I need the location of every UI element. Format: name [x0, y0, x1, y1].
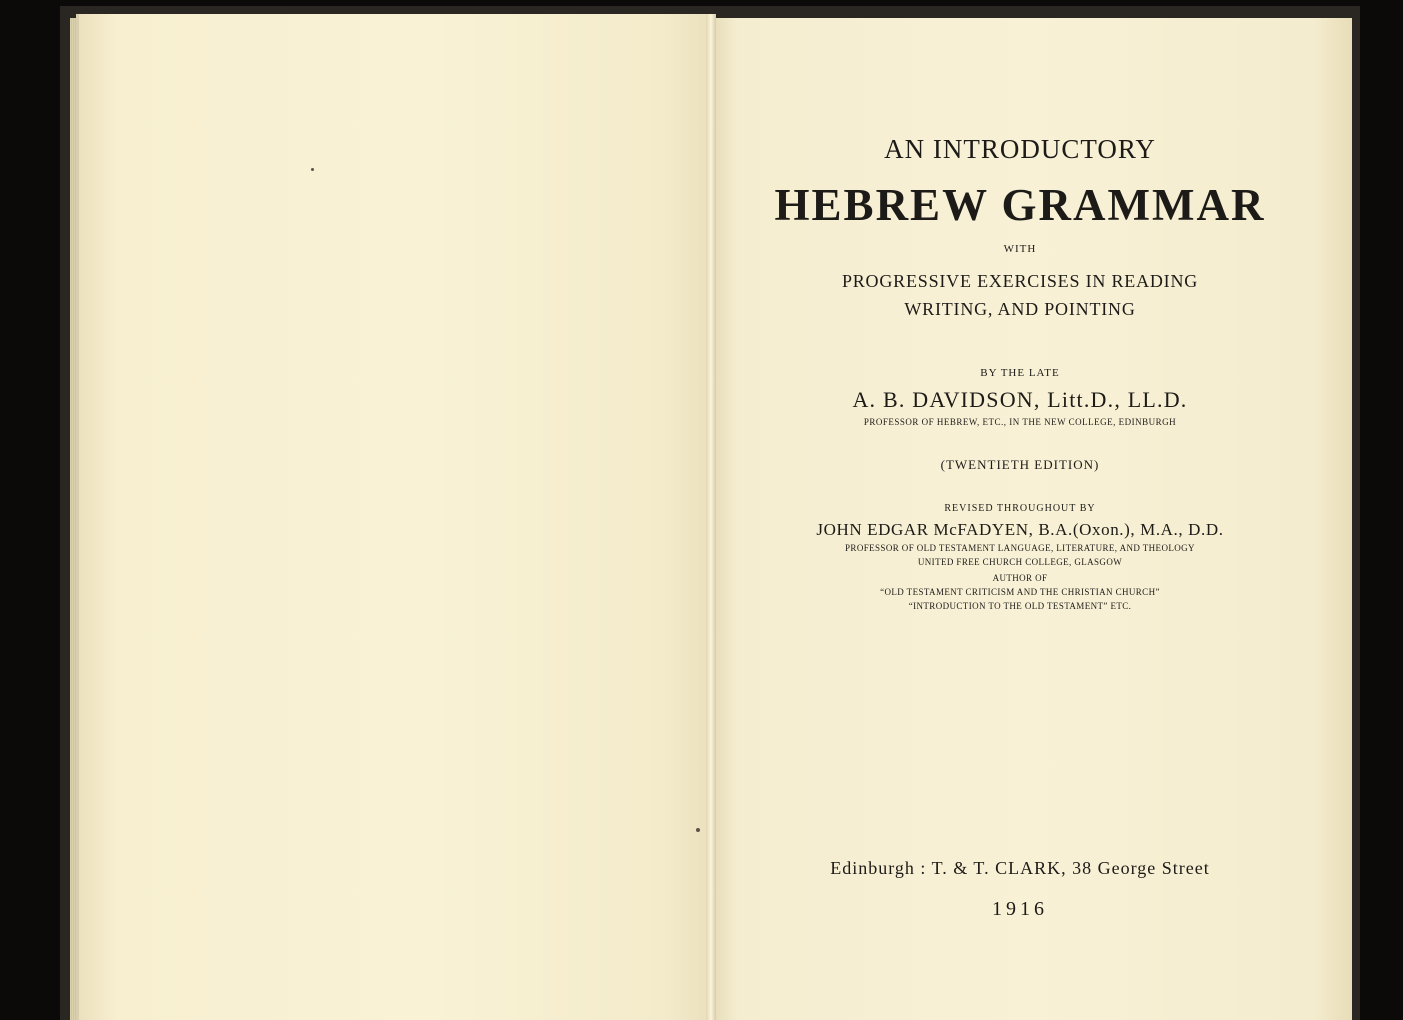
edition: (TWENTIETH EDITION) [940, 457, 1100, 472]
revised-line: REVISED THROUGHOUT BY [944, 503, 1096, 514]
left-blank-page [76, 14, 715, 1020]
publisher-line: Edinburgh : T. & T. CLARK, 38 George Street [830, 858, 1210, 878]
work-title-2: “INTRODUCTION TO THE OLD TESTAMENT” ETC. [908, 601, 1132, 611]
with-line: WITH [1003, 243, 1037, 255]
by-line: BY THE LATE [980, 367, 1060, 379]
title-block [760, 130, 1280, 612]
author-of: AUTHOR OF [992, 573, 1048, 583]
reviser-position-2: UNITED FREE CHURCH COLLEGE, GLASGOW [917, 557, 1123, 567]
paper-speck [696, 828, 700, 832]
publication-year: 1916 [992, 898, 1048, 920]
subtitle-line-1: PROGRESSIVE EXERCISES IN READING [841, 271, 1199, 291]
pre-title: AN INTRODUCTORY [884, 134, 1156, 164]
main-title: HEBREW GRAMMAR [774, 180, 1266, 230]
author-position: PROFESSOR OF HEBREW, ETC., IN THE NEW COLLEGE, EDINBURGH [863, 417, 1177, 427]
book-gutter [706, 14, 716, 1020]
subtitle-line-2: WRITING, AND POINTING [904, 299, 1136, 319]
paper-speck [311, 168, 314, 171]
reviser-position-1: PROFESSOR OF OLD TESTAMENT LANGUAGE, LITERATURE, AND THEOLOGY [845, 543, 1195, 553]
work-title-1: “OLD TESTAMENT CRITICISM AND THE CHRISTIAN CHURCH” [880, 587, 1160, 597]
author-name: A. B. DAVIDSON, Litt.D., LL.D. [852, 387, 1188, 412]
reviser-name: JOHN EDGAR McFADYEN, B.A.(Oxon.), M.A., D.D. [816, 520, 1224, 539]
